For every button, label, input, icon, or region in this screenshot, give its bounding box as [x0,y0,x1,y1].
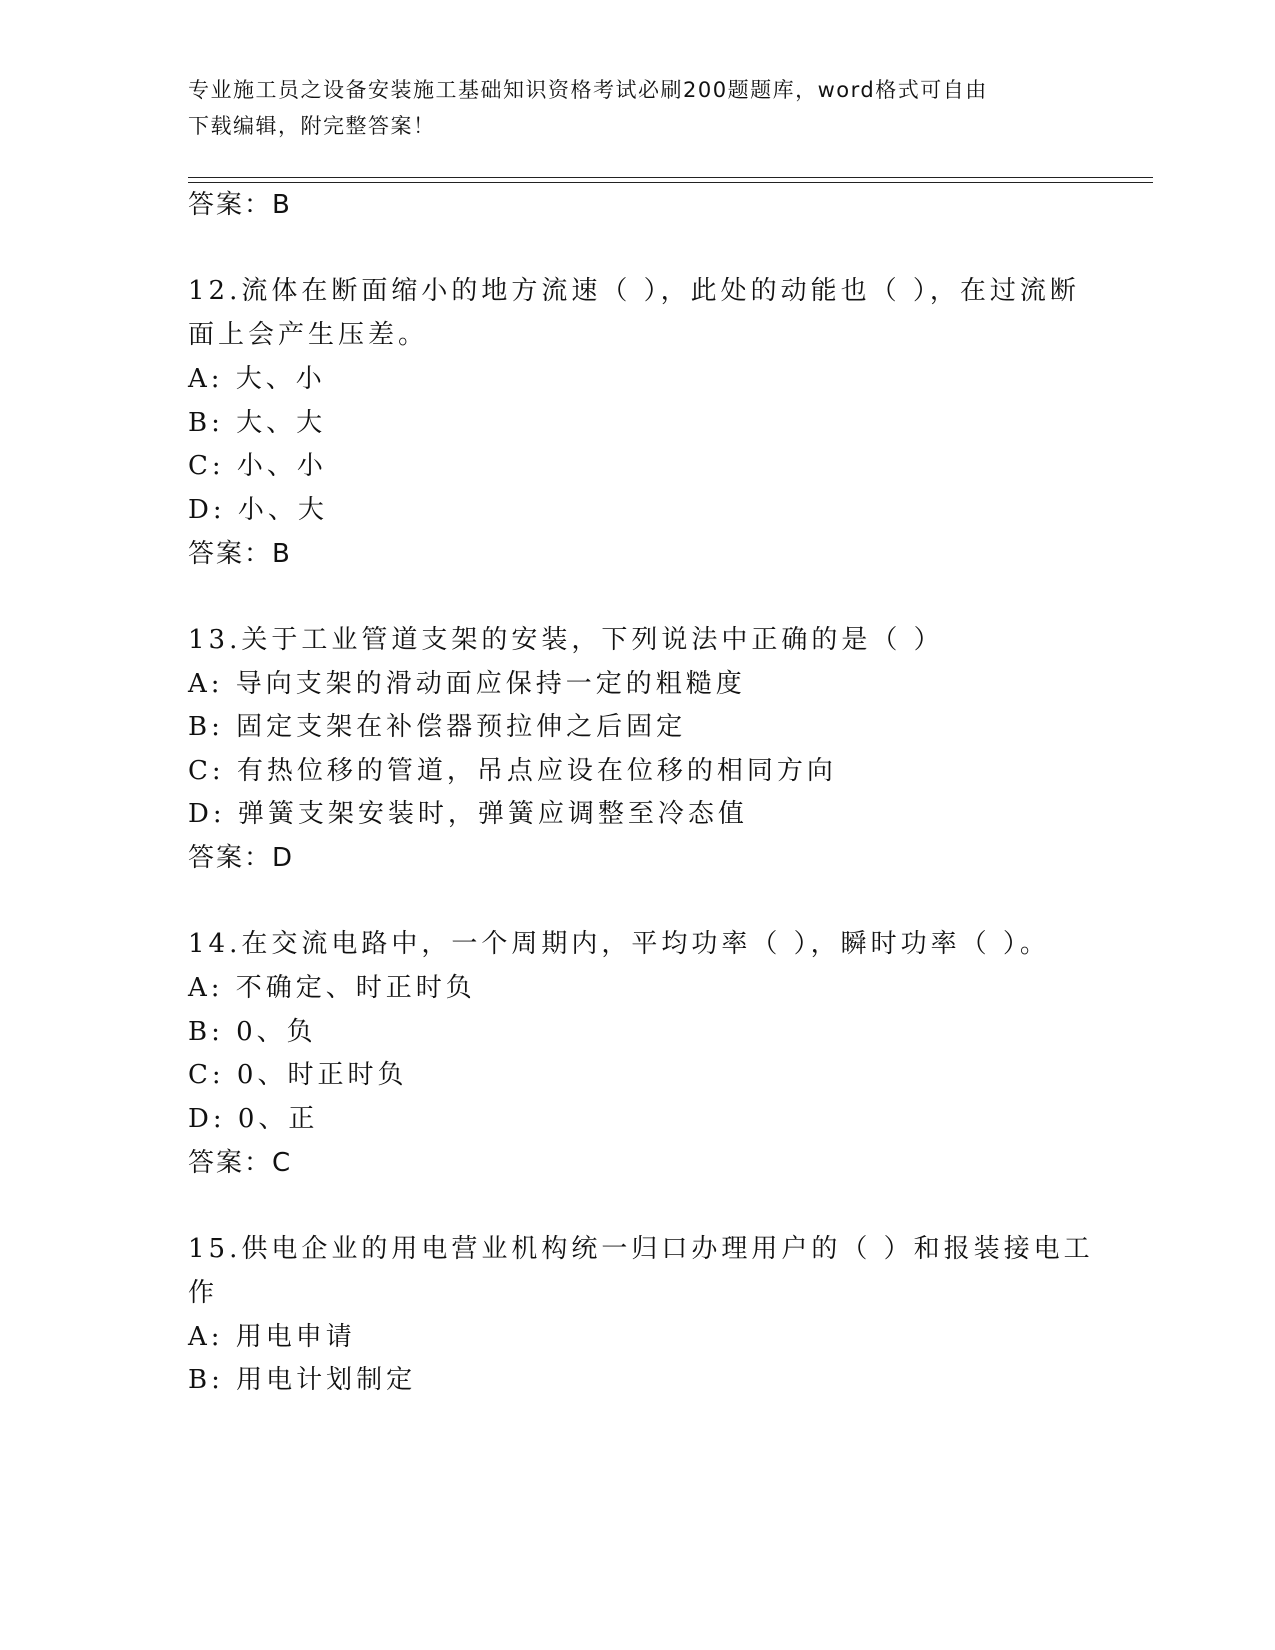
q12-stem-line-1: 12.流体在断面缩小的地方流速（ ），此处的动能也（ ），在过流断 [188,276,1080,306]
q13-option-a: A: 导向支架的滑动面应保持一定的粗糙度 [188,669,746,699]
q13-option-b: B: 固定支架在补偿器预拉伸之后固定 [188,712,687,742]
q12-option-d: D: 小、大 [188,495,328,525]
q15-option-a: A: 用电申请 [188,1322,356,1352]
previous-answer: 答案：B [188,190,292,220]
q13-option-d: D: 弹簧支架安装时，弹簧应调整至冷态值 [188,799,748,829]
q14-option-d: D: 0、正 [188,1104,319,1134]
q13-answer: 答案：D [188,843,295,873]
q12-stem-line-2: 面上会产生压差。 [188,320,429,350]
q15-option-b: B: 用电计划制定 [188,1365,417,1395]
q14-option-a: A: 不确定、时正时负 [188,973,476,1003]
header-line-1: 专业施工员之设备安装施工基础知识资格考试必刷200题题库，word格式可自由 [188,78,988,102]
header-divider-bottom [188,182,1153,183]
q15-stem-line-1: 15.供电企业的用电营业机构统一归口办理用户的（ ）和报装接电工 [188,1234,1094,1264]
header-line-2: 下载编辑，附完整答案！ [188,114,436,138]
q12-option-b: B: 大、大 [188,408,327,438]
header-divider-top [188,177,1153,178]
q13-stem-line-1: 13.关于工业管道支架的安装，下列说法中正确的是（ ） [188,625,944,655]
q13-option-c: C: 有热位移的管道，吊点应设在位移的相同方向 [188,756,837,786]
q14-option-c: C: 0、时正时负 [188,1060,408,1090]
q12-option-a: A: 大、小 [188,364,326,394]
q14-option-b: B: 0、负 [188,1017,317,1047]
q15-stem-line-2: 作 [188,1278,219,1308]
q14-stem-line-1: 14.在交流电路中，一个周期内，平均功率（ ），瞬时功率（ ）。 [188,929,1050,959]
q14-answer: 答案：C [188,1148,293,1178]
q12-answer: 答案：B [188,539,292,569]
q12-option-c: C: 小、小 [188,451,327,481]
document-header [188,72,1088,144]
